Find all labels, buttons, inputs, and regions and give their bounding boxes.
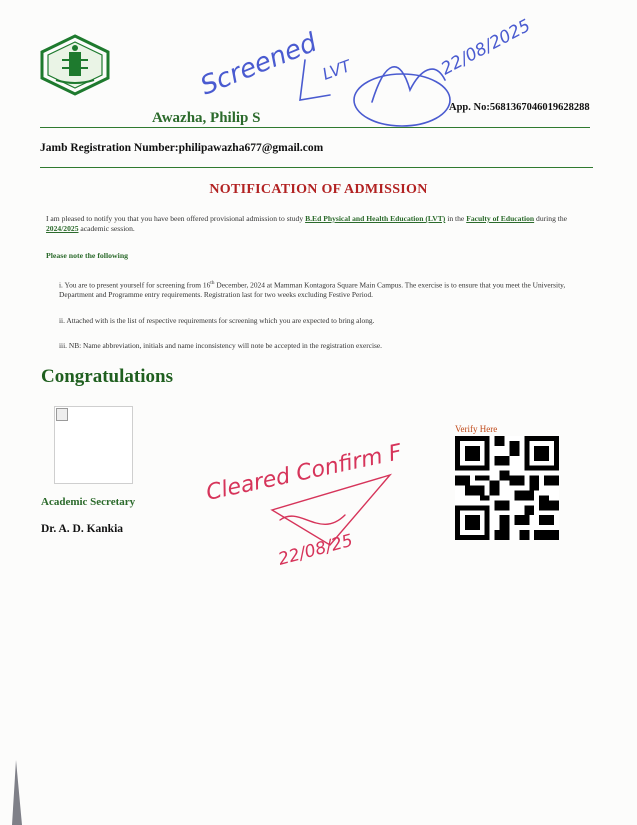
scan-edge-shadow	[10, 760, 24, 825]
candidate-name: Awazha, Philip S	[152, 110, 261, 126]
note-item-name-consistency: iii. NB: Name abbreviation, initials and name inconsistency will note be accepted in the registration exercise.	[59, 341, 383, 350]
blue-ink-signature-loop	[354, 74, 450, 126]
note-item-requirements: ii. Attached with is the list of respective requirements for screening which you are expected to bring along.	[59, 316, 375, 325]
blue-ink-signature	[372, 67, 445, 102]
item1-superscript: th	[210, 280, 215, 286]
red-ink-signature	[280, 515, 345, 524]
application-number: App. No:5681367046019628288	[449, 102, 590, 113]
intro-text-3: during the	[534, 214, 568, 223]
signatory-role: Academic Secretary	[41, 496, 136, 508]
red-date: 22/08/25	[276, 530, 356, 570]
red-note-cleared: Cleared Confirm F	[204, 440, 405, 506]
admission-intro-paragraph	[46, 214, 591, 234]
faculty-name: Faculty of Education	[466, 214, 535, 223]
blue-ink-mark	[300, 60, 330, 100]
intro-text-2: in the	[445, 214, 467, 223]
passport-photo-placeholder	[54, 406, 133, 484]
verify-label: Verify Here	[455, 424, 498, 434]
item1-text-b: December, 2024 at Mamman Kontagora Square Main Campus. The exercise is to ensure that you meet the University, Department and Programme entry requirements. Registration last for two weeks excluding Festive Period.	[59, 280, 566, 300]
letter-title: NOTIFICATION OF ADMISSION	[209, 182, 428, 197]
note-heading: Please note the following	[46, 251, 129, 260]
verification-qr-code[interactable]	[455, 436, 559, 540]
intro-text-4: academic session.	[78, 224, 135, 233]
programme-name: B.Ed Physical and Health Education (LVT)	[305, 214, 446, 223]
university-crest-logo	[38, 34, 112, 96]
blue-note-lvt: LVT	[319, 56, 354, 84]
section-divider	[40, 167, 593, 168]
intro-text-1: I am pleased to notify you that you have been offered provisional admission to study	[46, 214, 306, 223]
note-item-screening	[59, 278, 587, 300]
red-ink-signature-triangle	[272, 475, 390, 545]
header-divider	[40, 127, 590, 128]
broken-image-icon	[56, 408, 68, 421]
item1-text-a: i. You are to present yourself for screening from 16	[59, 280, 211, 290]
jamb-registration-number: Jamb Registration Number:philipawazha677@gmail.com	[40, 142, 324, 154]
signatory-name: Dr. A. D. Kankia	[41, 523, 124, 535]
academic-session: 2024/2025	[46, 224, 79, 233]
congratulations-heading: Congratulations	[41, 366, 173, 387]
blue-note-screened: Screened	[196, 27, 322, 102]
blue-date: 22/08/2025	[437, 15, 534, 80]
